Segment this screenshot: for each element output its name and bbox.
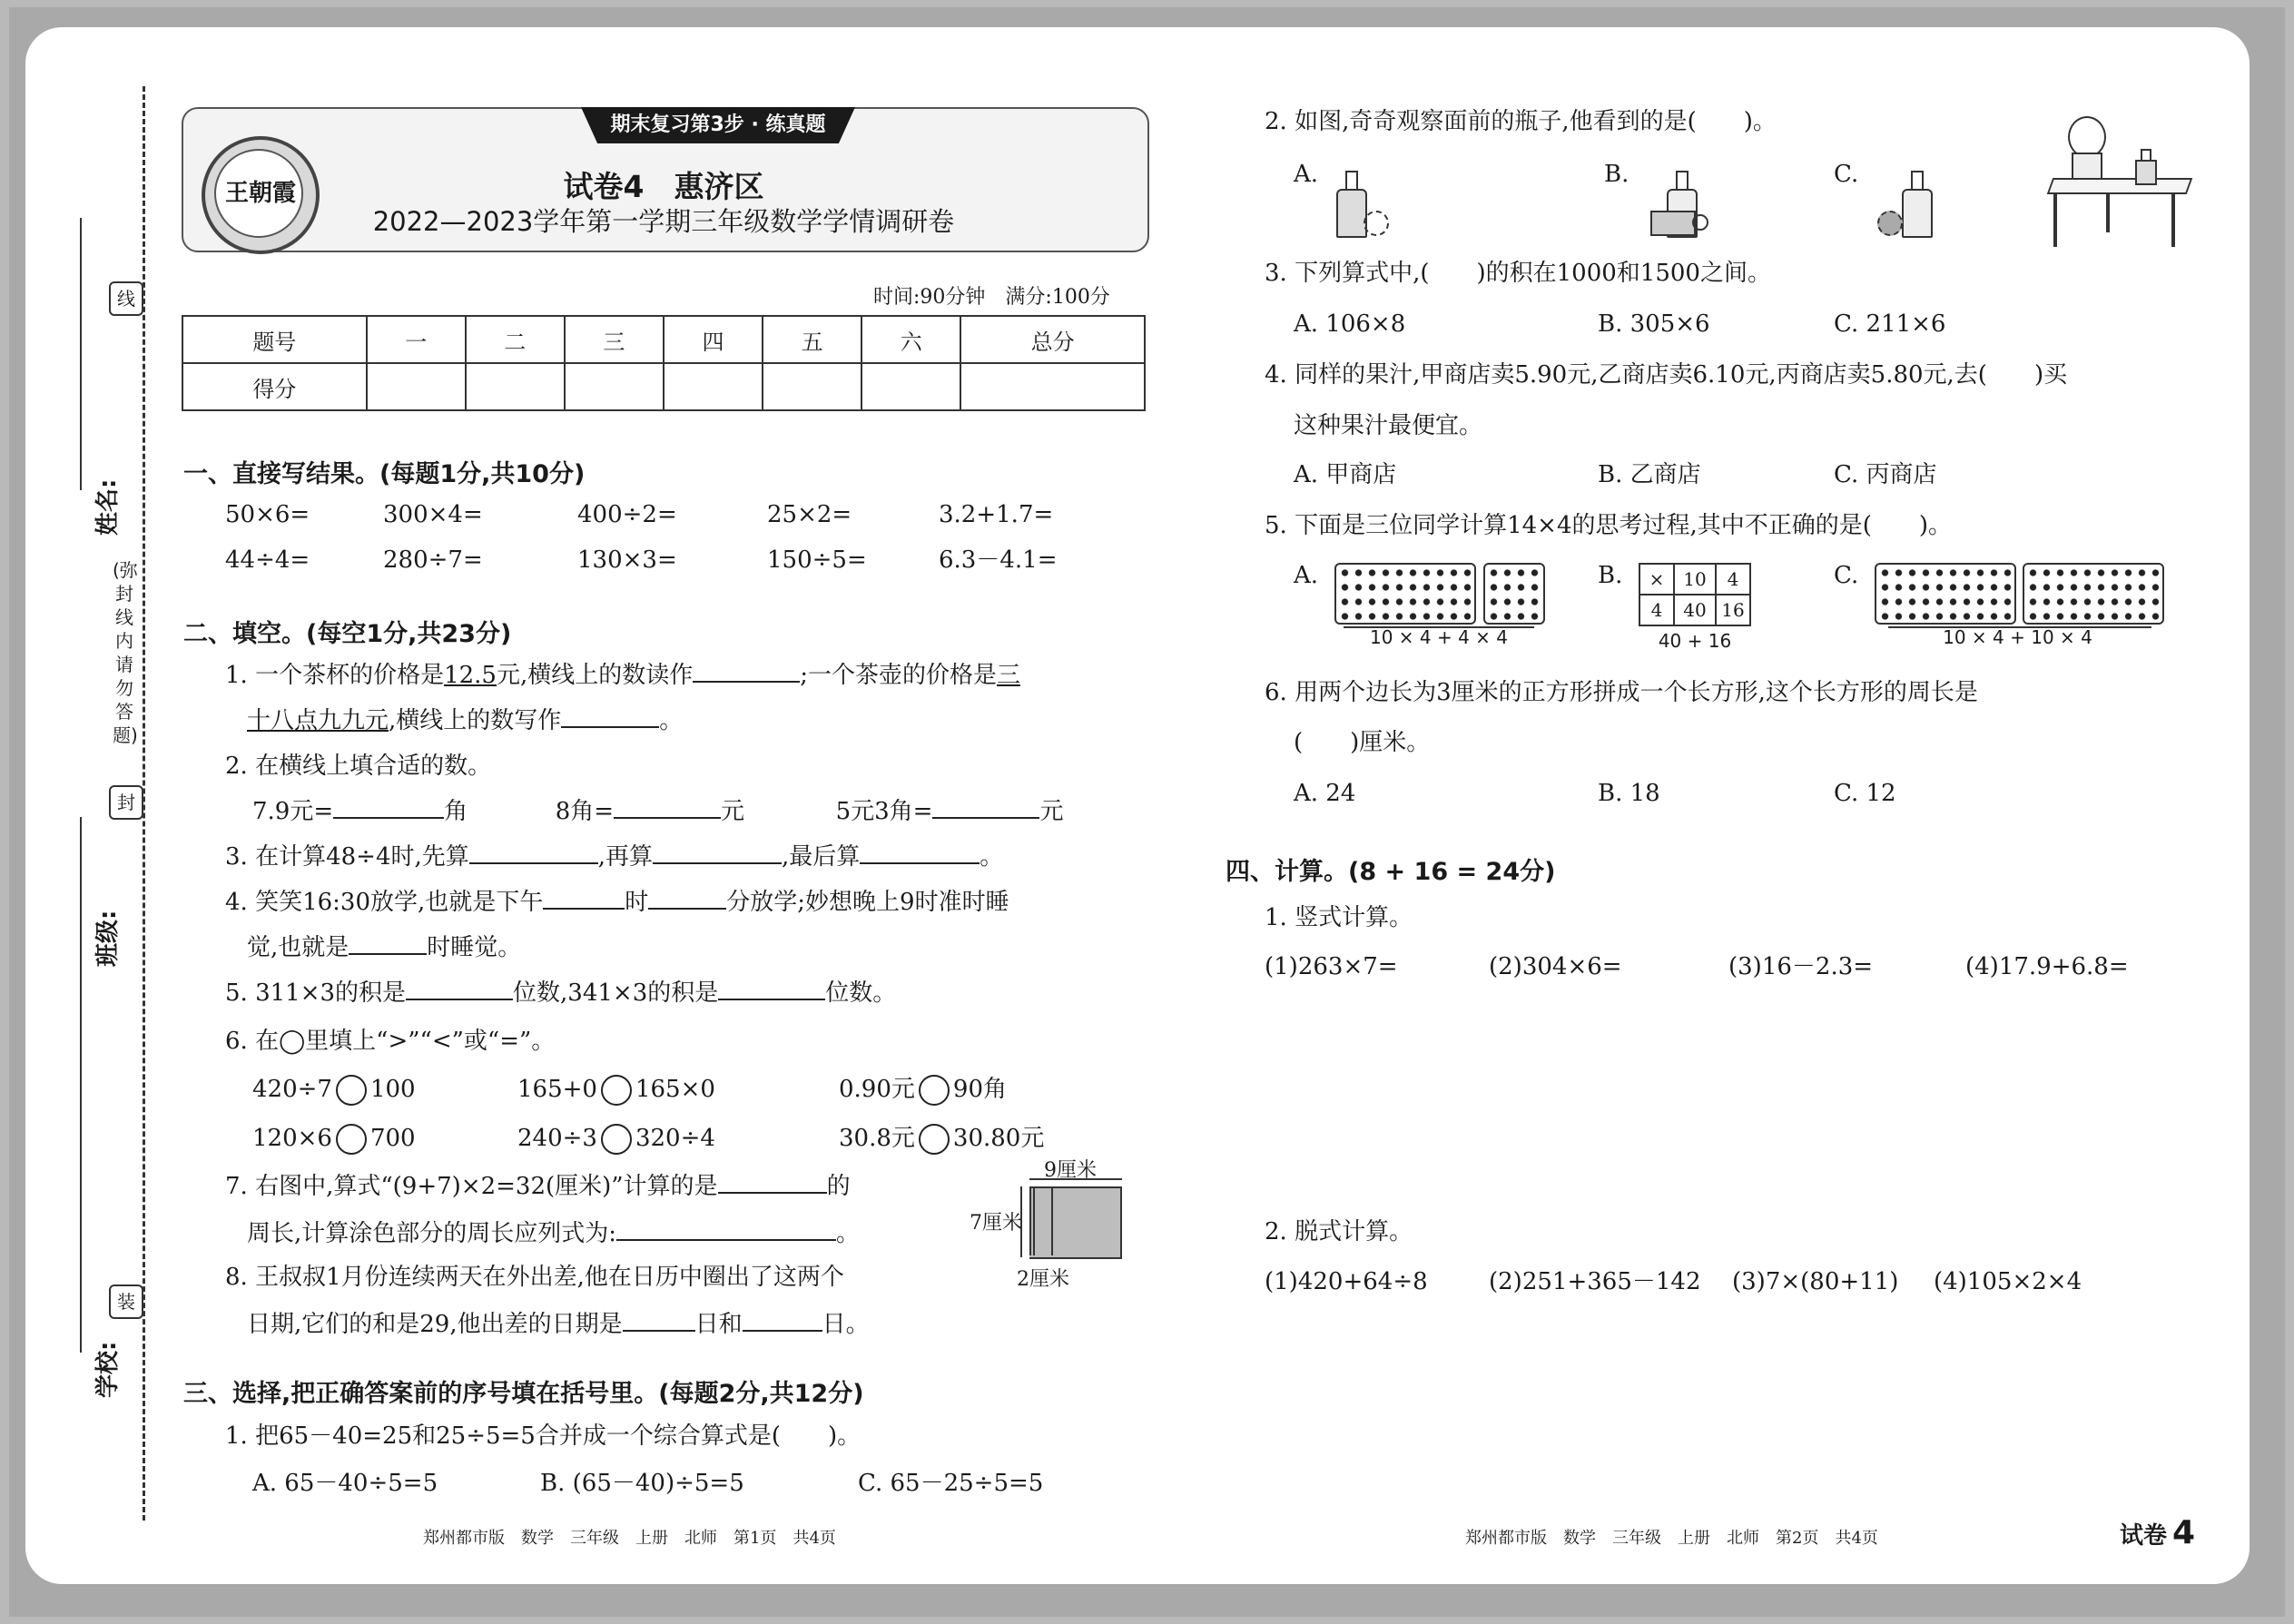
answer-blank[interactable]	[561, 706, 659, 728]
score-header: 六	[861, 316, 960, 363]
calc-item: 3.2+1.7=	[939, 501, 1054, 528]
caption-b: 40 + 16	[1658, 630, 1732, 652]
compare-circle[interactable]	[919, 1124, 950, 1155]
calc-item: (1)420+64÷8	[1265, 1268, 1428, 1295]
calc-item: (3)7×(80+11)	[1732, 1268, 1899, 1295]
option-b[interactable]: B. 乙商店	[1598, 461, 1701, 488]
class-line	[80, 817, 82, 1053]
score-header: 二	[466, 316, 565, 363]
underlined-number: 12.5	[444, 662, 497, 689]
answer-blank[interactable]	[543, 888, 625, 910]
choice-q5: 5. 下面是三位同学计算14×4的思考过程,其中不正确的是( )。	[1265, 512, 1953, 539]
caption-a: 10 × 4 + 4 × 4	[1369, 626, 1509, 648]
option-b[interactable]: B. 305×6	[1598, 310, 1710, 338]
score-header-row	[182, 316, 1145, 363]
fill-q3: 3. 在计算48÷4时,先算 ,再算 ,最后算 。	[225, 843, 1004, 871]
option-c[interactable]: C.	[1834, 161, 1859, 188]
vertical-calc-workspace[interactable]	[1265, 994, 2191, 1203]
shaded-rectangle	[1029, 1186, 1122, 1259]
answer-blank[interactable]	[653, 842, 782, 864]
name-label: 姓名:	[94, 478, 122, 536]
answer-blank[interactable]	[616, 1219, 836, 1241]
answer-blank[interactable]	[932, 797, 1039, 819]
score-header: 总分	[960, 316, 1145, 363]
exam-title: 试卷4 惠济区	[563, 169, 764, 204]
score-table	[182, 315, 1146, 411]
choice-q6-line2: ( )厘米。	[1294, 729, 1431, 756]
logo-text: 王朝霞	[224, 180, 296, 207]
fig-height-label: 7厘米	[970, 1212, 1022, 1235]
choice-q4-line1: 4. 同样的果汁,甲商店卖5.90元,乙商店卖6.10元,丙商店卖5.80元,去( )买	[1265, 361, 2068, 389]
compare-item: 165+0 165×0	[517, 1074, 715, 1106]
option-b[interactable]: B.	[1598, 562, 1623, 589]
answer-blank[interactable]	[648, 888, 726, 910]
section4-title: 四、计算。(8 + 16 = 24分)	[1226, 858, 1556, 886]
option-c[interactable]: C. 211×6	[1834, 310, 1946, 338]
compare-item: 120×6 700	[252, 1123, 416, 1155]
school-line	[80, 1053, 82, 1353]
banner-text: 期末复习第3步 · 练真题	[610, 113, 826, 136]
calc-item: 130×3=	[577, 546, 677, 574]
score-cell[interactable]	[861, 363, 960, 410]
answer-blank[interactable]	[743, 1310, 822, 1332]
fig-width-label: 9厘米	[1044, 1159, 1097, 1182]
fill-q7-line1: 7. 右图中,算式“(9+7)×2=32(厘米)”计算的是 的	[225, 1173, 851, 1200]
fill-q8-line1: 8. 王叔叔1月份连续两天在外出差,他在日历中圈出了这两个	[225, 1264, 844, 1291]
option-a[interactable]: A. 65－40÷5=5	[252, 1470, 438, 1497]
exam-subtitle: 2022—2023学年第一学期三年级数学学情调研卷	[372, 206, 955, 237]
school-label: 学校:	[94, 1341, 122, 1398]
score-cell[interactable]	[565, 363, 664, 410]
compare-item: 0.90元 90角	[839, 1074, 1007, 1106]
mark-bind: 装	[109, 1284, 143, 1319]
choice-q1: 1. 把65－40=25和25÷5=5合并成一个综合算式是( )。	[225, 1422, 861, 1450]
choice-q3: 3. 下列算式中,( )的积在1000和1500之间。	[1265, 260, 1771, 287]
option-a[interactable]: A. 106×8	[1294, 310, 1406, 338]
footer-right: 郑州都市版 数学 三年级 上册 北师 第2页 共4页	[1465, 1529, 1878, 1548]
choice-q4-line2: 这种果汁最便宜。	[1294, 412, 1483, 439]
answer-blank[interactable]	[333, 797, 444, 819]
option-b[interactable]: B. 18	[1598, 780, 1660, 807]
calc-item: (4)105×2×4	[1934, 1268, 2082, 1295]
choice-q6-line1: 6. 用两个边长为3厘米的正方形拼成一个长方形,这个长方形的周长是	[1265, 679, 1978, 706]
score-cell[interactable]	[763, 363, 861, 410]
fill-q4-line1: 4. 笑笑16:30放学,也就是下午 时 分放学;妙想晚上9时准时睡	[225, 889, 1009, 916]
answer-blank[interactable]	[349, 933, 427, 955]
fill-q6: 6. 在◯里填上“>”“<”或“=”。	[225, 1028, 556, 1055]
fill-q1-line1: 1. 一个茶杯的价格是12.5元,横线上的数读作 ;一个茶壶的价格是三	[225, 662, 1021, 689]
calc-item: 6.3－4.1=	[939, 546, 1058, 574]
fill-q2: 2. 在横线上填合适的数。	[225, 753, 492, 780]
calc-item: 300×4=	[383, 501, 483, 528]
compare-circle[interactable]	[336, 1124, 367, 1155]
fill-q7-line2: 周长,计算涂色部分的周长应列式为: 。	[247, 1220, 861, 1247]
option-c[interactable]: C. 65－25÷5=5	[858, 1470, 1044, 1497]
calc-item: (2)304×6=	[1489, 953, 1622, 980]
compare-circle[interactable]	[601, 1124, 632, 1155]
score-header: 一	[367, 316, 466, 363]
fill-q4-line2: 觉,也就是 时睡觉。	[247, 934, 522, 961]
fill-q5: 5. 311×3的积是 位数,341×3的积是 位数。	[225, 979, 897, 1007]
choice-q2: 2. 如图,奇奇观察面前的瓶子,他看到的是( )。	[1265, 108, 1777, 135]
score-header: 五	[763, 316, 861, 363]
mark-seal: 封	[109, 785, 143, 820]
option-a[interactable]: A.	[1294, 161, 1319, 188]
footer-left: 郑州都市版 数学 三年级 上册 北师 第1页 共4页	[423, 1529, 836, 1548]
answer-blank[interactable]	[614, 797, 721, 819]
compare-item: 240÷3 320÷4	[517, 1123, 715, 1155]
fig-strip-label: 2厘米	[1017, 1268, 1069, 1291]
score-header: 三	[565, 316, 664, 363]
compare-circle[interactable]	[919, 1075, 950, 1106]
option-c[interactable]: C. 12	[1834, 780, 1896, 807]
score-cell[interactable]	[466, 363, 565, 410]
option-b[interactable]: B.	[1604, 161, 1629, 188]
score-cell[interactable]	[960, 363, 1145, 410]
option-c[interactable]: C.	[1834, 562, 1859, 589]
calc-item: (2)251+365－142	[1489, 1268, 1701, 1295]
score-row	[182, 363, 1145, 410]
answer-blank[interactable]	[860, 842, 980, 864]
stepwise-calc-workspace[interactable]	[1265, 1307, 2191, 1507]
calc-item: (3)16－2.3=	[1728, 953, 1874, 980]
name-line	[80, 218, 82, 490]
fill-q2-items: 7.9元= 角 8角= 元 5元3角= 元	[252, 798, 1064, 825]
option-a[interactable]: A. 24	[1294, 780, 1356, 807]
compare-circle[interactable]	[336, 1075, 367, 1106]
section3-title: 三、选择,把正确答案前的序号填在括号里。(每题2分,共12分)	[183, 1380, 864, 1408]
binding-note: (弥封线内请勿答题)	[113, 559, 138, 746]
calc-item: 150÷5=	[767, 546, 867, 574]
section2-title: 二、填空。(每空1分,共23分)	[183, 620, 512, 648]
score-row-label: 得分	[182, 363, 367, 410]
option-a[interactable]: A. 甲商店	[1294, 461, 1397, 488]
compare-item: 30.8元 30.80元	[839, 1123, 1044, 1155]
score-header: 题号	[182, 316, 367, 363]
answer-blank[interactable]	[718, 1172, 827, 1194]
compare-item: 420÷7 100	[252, 1074, 416, 1106]
compare-circle[interactable]	[601, 1075, 632, 1106]
calc-item: (4)17.9+6.8=	[1965, 953, 2129, 980]
paper-number-badge: 试卷 4	[2120, 1514, 2196, 1551]
section1-title: 一、直接写结果。(每题1分,共10分)	[183, 460, 586, 488]
fill-q1-line2: 十八点九九元,横线上的数写作 。	[247, 707, 684, 734]
fill-q8-line2: 日期,它们的和是29,他出差的日期是 日和 日。	[247, 1311, 870, 1338]
calc-item: 25×2=	[767, 501, 852, 528]
score-cell[interactable]	[367, 363, 466, 410]
score-header: 四	[664, 316, 763, 363]
calc-item: 400÷2=	[577, 501, 677, 528]
answer-blank[interactable]	[469, 842, 598, 864]
option-c[interactable]: C. 丙商店	[1834, 461, 1937, 488]
vertical-calc-title: 1. 竖式计算。	[1265, 904, 1413, 931]
stepwise-calc-title: 2. 脱式计算。	[1265, 1218, 1413, 1245]
option-a[interactable]: A.	[1294, 562, 1319, 589]
answer-blank[interactable]	[718, 979, 825, 1000]
answer-blank[interactable]	[623, 1310, 695, 1332]
score-cell[interactable]	[664, 363, 763, 410]
calc-item: 44÷4=	[225, 546, 310, 574]
calc-item: 50×6=	[225, 501, 310, 528]
time-info: 时间:90分钟 满分:100分	[873, 286, 1110, 309]
caption-c: 10 × 4 + 10 × 4	[1943, 626, 2092, 648]
mark-line: 线	[109, 281, 143, 316]
answer-blank[interactable]	[406, 979, 513, 1000]
answer-blank[interactable]	[693, 661, 800, 683]
option-b[interactable]: B. (65－40)÷5=5	[540, 1470, 744, 1497]
class-label: 班级:	[94, 910, 122, 967]
calc-item: 280÷7=	[383, 546, 483, 574]
calc-item: (1)263×7=	[1265, 953, 1398, 980]
